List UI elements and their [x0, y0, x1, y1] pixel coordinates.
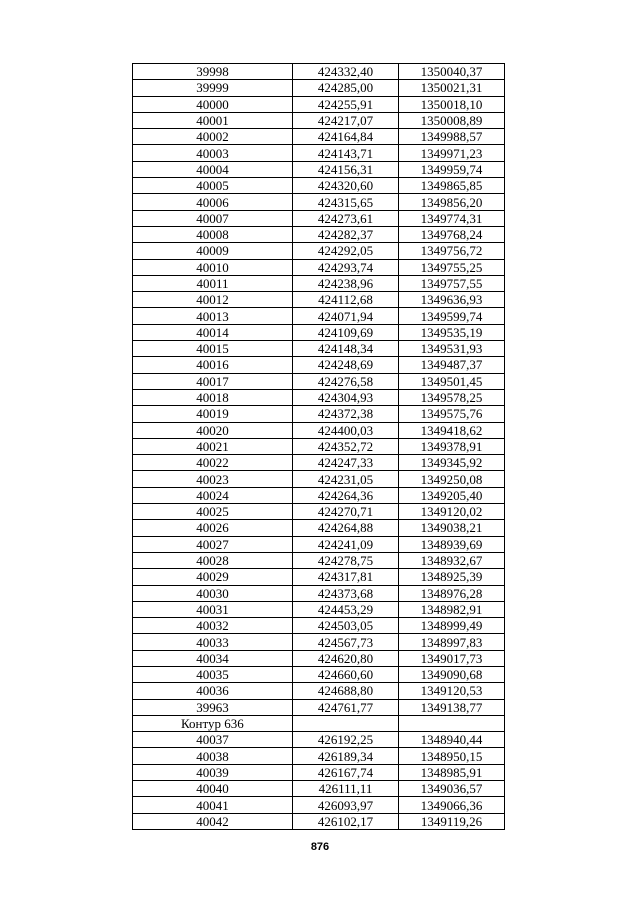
table-row: [133, 438, 505, 454]
table-row: [133, 308, 505, 324]
x-coordinate-cell: 424276,58: [293, 373, 399, 389]
y-coordinate-cell: 1350040,37: [399, 64, 505, 80]
y-coordinate-cell: 1349578,25: [399, 389, 505, 405]
x-coordinate-cell: 424293,74: [293, 259, 399, 275]
table-row: [133, 520, 505, 536]
point-number-cell: 40005: [133, 178, 293, 194]
y-coordinate-cell: 1348925,39: [399, 569, 505, 585]
y-coordinate-cell: 1349120,02: [399, 504, 505, 520]
table-row: [133, 471, 505, 487]
table-row: [133, 373, 505, 389]
y-coordinate-cell: 1349066,36: [399, 797, 505, 813]
y-coordinate-cell: 1349599,74: [399, 308, 505, 324]
point-number-cell: 40041: [133, 797, 293, 813]
table-row: [133, 259, 505, 275]
x-coordinate-cell: 424304,93: [293, 389, 399, 405]
table-row: [133, 699, 505, 715]
table-row: [133, 389, 505, 405]
point-number-cell: 40018: [133, 389, 293, 405]
x-coordinate-cell: 424660,60: [293, 666, 399, 682]
y-coordinate-cell: 1349856,20: [399, 194, 505, 210]
y-coordinate-cell: 1349418,62: [399, 422, 505, 438]
table-row: [133, 226, 505, 242]
y-coordinate-cell: 1349205,40: [399, 487, 505, 503]
table-row: [133, 618, 505, 634]
y-coordinate-cell: 1349090,68: [399, 666, 505, 682]
point-number-cell: 40039: [133, 764, 293, 780]
table-row: [133, 585, 505, 601]
x-coordinate-cell: 424278,75: [293, 552, 399, 568]
x-coordinate-cell: 424241,09: [293, 536, 399, 552]
x-coordinate-cell: 424109,69: [293, 324, 399, 340]
x-coordinate-cell: [293, 715, 399, 731]
table-row: [133, 813, 505, 829]
y-coordinate-cell: 1349138,77: [399, 699, 505, 715]
y-coordinate-cell: 1349036,57: [399, 781, 505, 797]
y-coordinate-cell: 1349988,57: [399, 129, 505, 145]
y-coordinate-cell: 1350018,10: [399, 96, 505, 112]
table-row: [133, 781, 505, 797]
x-coordinate-cell: 424332,40: [293, 64, 399, 80]
table-row: [133, 64, 505, 80]
y-coordinate-cell: 1348997,83: [399, 634, 505, 650]
x-coordinate-cell: 424453,29: [293, 601, 399, 617]
x-coordinate-cell: 424164,84: [293, 129, 399, 145]
point-number-cell: 40040: [133, 781, 293, 797]
y-coordinate-cell: 1349865,85: [399, 178, 505, 194]
y-coordinate-cell: 1349755,25: [399, 259, 505, 275]
y-coordinate-cell: 1349038,21: [399, 520, 505, 536]
y-coordinate-cell: 1350008,89: [399, 112, 505, 128]
point-number-cell: 40028: [133, 552, 293, 568]
table-row: [133, 96, 505, 112]
point-number-cell: 40029: [133, 569, 293, 585]
table-row: [133, 292, 505, 308]
point-number-cell: 40014: [133, 324, 293, 340]
page-number: 876: [310, 841, 330, 853]
x-coordinate-cell: 424567,73: [293, 634, 399, 650]
table-row: [133, 797, 505, 813]
point-number-cell: 40013: [133, 308, 293, 324]
table-row: [133, 357, 505, 373]
x-coordinate-cell: 426102,17: [293, 813, 399, 829]
x-coordinate-cell: 424247,33: [293, 455, 399, 471]
point-number-cell: 40019: [133, 406, 293, 422]
x-coordinate-cell: 424255,91: [293, 96, 399, 112]
y-coordinate-cell: 1349120,53: [399, 683, 505, 699]
table-row: [133, 764, 505, 780]
y-coordinate-cell: 1348939,69: [399, 536, 505, 552]
point-number-cell: 40016: [133, 357, 293, 373]
x-coordinate-cell: 424292,05: [293, 243, 399, 259]
y-coordinate-cell: 1349250,08: [399, 471, 505, 487]
point-number-cell: 40034: [133, 650, 293, 666]
x-coordinate-cell: 424285,00: [293, 80, 399, 96]
point-number-cell: 40033: [133, 634, 293, 650]
x-coordinate-cell: 426167,74: [293, 764, 399, 780]
y-coordinate-cell: 1349345,92: [399, 455, 505, 471]
table-row: [133, 80, 505, 96]
point-number-cell: 40025: [133, 504, 293, 520]
table-row: [133, 732, 505, 748]
point-number-cell: 40010: [133, 259, 293, 275]
table-row: [133, 161, 505, 177]
point-number-cell: 40037: [133, 732, 293, 748]
table-row: [133, 422, 505, 438]
point-number-cell: 40022: [133, 455, 293, 471]
x-coordinate-cell: 424148,34: [293, 341, 399, 357]
table-row: [133, 552, 505, 568]
y-coordinate-cell: 1349971,23: [399, 145, 505, 161]
point-number-cell: 40024: [133, 487, 293, 503]
table-row: [133, 243, 505, 259]
y-coordinate-cell: 1349774,31: [399, 210, 505, 226]
y-coordinate-cell: 1349501,45: [399, 373, 505, 389]
point-number-cell: 40027: [133, 536, 293, 552]
point-number-cell: 40035: [133, 666, 293, 682]
y-coordinate-cell: 1349017,73: [399, 650, 505, 666]
point-number-cell: 40031: [133, 601, 293, 617]
x-coordinate-cell: 424372,38: [293, 406, 399, 422]
x-coordinate-cell: 424315,65: [293, 194, 399, 210]
x-coordinate-cell: 424270,71: [293, 504, 399, 520]
point-number-cell: 40042: [133, 813, 293, 829]
point-number-cell: 40000: [133, 96, 293, 112]
x-coordinate-cell: 424282,37: [293, 226, 399, 242]
point-number-cell: 40038: [133, 748, 293, 764]
x-coordinate-cell: 424400,03: [293, 422, 399, 438]
y-coordinate-cell: 1348950,15: [399, 748, 505, 764]
table-row: [133, 341, 505, 357]
point-number-cell: 40036: [133, 683, 293, 699]
x-coordinate-cell: 424620,80: [293, 650, 399, 666]
table-row: [133, 194, 505, 210]
point-number-cell: 40020: [133, 422, 293, 438]
x-coordinate-cell: 424503,05: [293, 618, 399, 634]
point-number-cell: 40008: [133, 226, 293, 242]
point-number-cell: 40017: [133, 373, 293, 389]
x-coordinate-cell: 424112,68: [293, 292, 399, 308]
x-coordinate-cell: 424248,69: [293, 357, 399, 373]
x-coordinate-cell: 424273,61: [293, 210, 399, 226]
table-row: [133, 210, 505, 226]
y-coordinate-cell: 1349636,93: [399, 292, 505, 308]
x-coordinate-cell: 424231,05: [293, 471, 399, 487]
table-row: [133, 178, 505, 194]
y-coordinate-cell: 1349959,74: [399, 161, 505, 177]
coordinates-table: [132, 63, 505, 830]
point-number-cell: 39963: [133, 699, 293, 715]
x-coordinate-cell: 424071,94: [293, 308, 399, 324]
y-coordinate-cell: 1349757,55: [399, 275, 505, 291]
x-coordinate-cell: 426111,11: [293, 781, 399, 797]
point-number-cell: 40003: [133, 145, 293, 161]
table-row: [133, 601, 505, 617]
y-coordinate-cell: [399, 715, 505, 731]
table-row: [133, 569, 505, 585]
y-coordinate-cell: 1349119,26: [399, 813, 505, 829]
x-coordinate-cell: 424264,88: [293, 520, 399, 536]
table-row: [133, 504, 505, 520]
y-coordinate-cell: 1348982,91: [399, 601, 505, 617]
y-coordinate-cell: 1349535,19: [399, 324, 505, 340]
point-number-cell: 40001: [133, 112, 293, 128]
x-coordinate-cell: 424143,71: [293, 145, 399, 161]
x-coordinate-cell: 424317,81: [293, 569, 399, 585]
point-number-cell: 40007: [133, 210, 293, 226]
table-row: [133, 650, 505, 666]
x-coordinate-cell: 424373,68: [293, 585, 399, 601]
table-row: [133, 112, 505, 128]
table-row: [133, 683, 505, 699]
point-number-cell: 40023: [133, 471, 293, 487]
table-row: [133, 487, 505, 503]
x-coordinate-cell: 424688,80: [293, 683, 399, 699]
table-row: [133, 275, 505, 291]
table-row: [133, 666, 505, 682]
x-coordinate-cell: 424761,77: [293, 699, 399, 715]
x-coordinate-cell: 426093,97: [293, 797, 399, 813]
x-coordinate-cell: 424352,72: [293, 438, 399, 454]
x-coordinate-cell: 424156,31: [293, 161, 399, 177]
table-row: [133, 406, 505, 422]
point-number-cell: 40002: [133, 129, 293, 145]
point-number-cell: 40026: [133, 520, 293, 536]
point-number-cell: 40012: [133, 292, 293, 308]
x-coordinate-cell: 424264,36: [293, 487, 399, 503]
y-coordinate-cell: 1349768,24: [399, 226, 505, 242]
table-row: [133, 145, 505, 161]
y-coordinate-cell: 1349756,72: [399, 243, 505, 259]
point-number-cell: 40030: [133, 585, 293, 601]
x-coordinate-cell: 426192,25: [293, 732, 399, 748]
point-number-cell: 40015: [133, 341, 293, 357]
point-number-cell: 40004: [133, 161, 293, 177]
section-label: Контур 636: [133, 715, 293, 731]
x-coordinate-cell: 424320,60: [293, 178, 399, 194]
table-row: [133, 634, 505, 650]
y-coordinate-cell: 1349575,76: [399, 406, 505, 422]
point-number-cell: 39999: [133, 80, 293, 96]
y-coordinate-cell: 1348976,28: [399, 585, 505, 601]
coordinates-table-body: [133, 64, 505, 830]
y-coordinate-cell: 1348985,91: [399, 764, 505, 780]
table-row: [133, 536, 505, 552]
point-number-cell: 40009: [133, 243, 293, 259]
x-coordinate-cell: 426189,34: [293, 748, 399, 764]
table-row: [133, 324, 505, 340]
y-coordinate-cell: 1349378,91: [399, 438, 505, 454]
y-coordinate-cell: 1349487,37: [399, 357, 505, 373]
table-row: [133, 455, 505, 471]
point-number-cell: 39998: [133, 64, 293, 80]
y-coordinate-cell: 1349531,93: [399, 341, 505, 357]
point-number-cell: 40011: [133, 275, 293, 291]
point-number-cell: 40032: [133, 618, 293, 634]
x-coordinate-cell: 424238,96: [293, 275, 399, 291]
table-row: [133, 129, 505, 145]
point-number-cell: 40021: [133, 438, 293, 454]
x-coordinate-cell: 424217,07: [293, 112, 399, 128]
y-coordinate-cell: 1348932,67: [399, 552, 505, 568]
table-row: [133, 748, 505, 764]
y-coordinate-cell: 1350021,31: [399, 80, 505, 96]
table-row: [133, 715, 505, 731]
point-number-cell: 40006: [133, 194, 293, 210]
y-coordinate-cell: 1348940,44: [399, 732, 505, 748]
y-coordinate-cell: 1348999,49: [399, 618, 505, 634]
